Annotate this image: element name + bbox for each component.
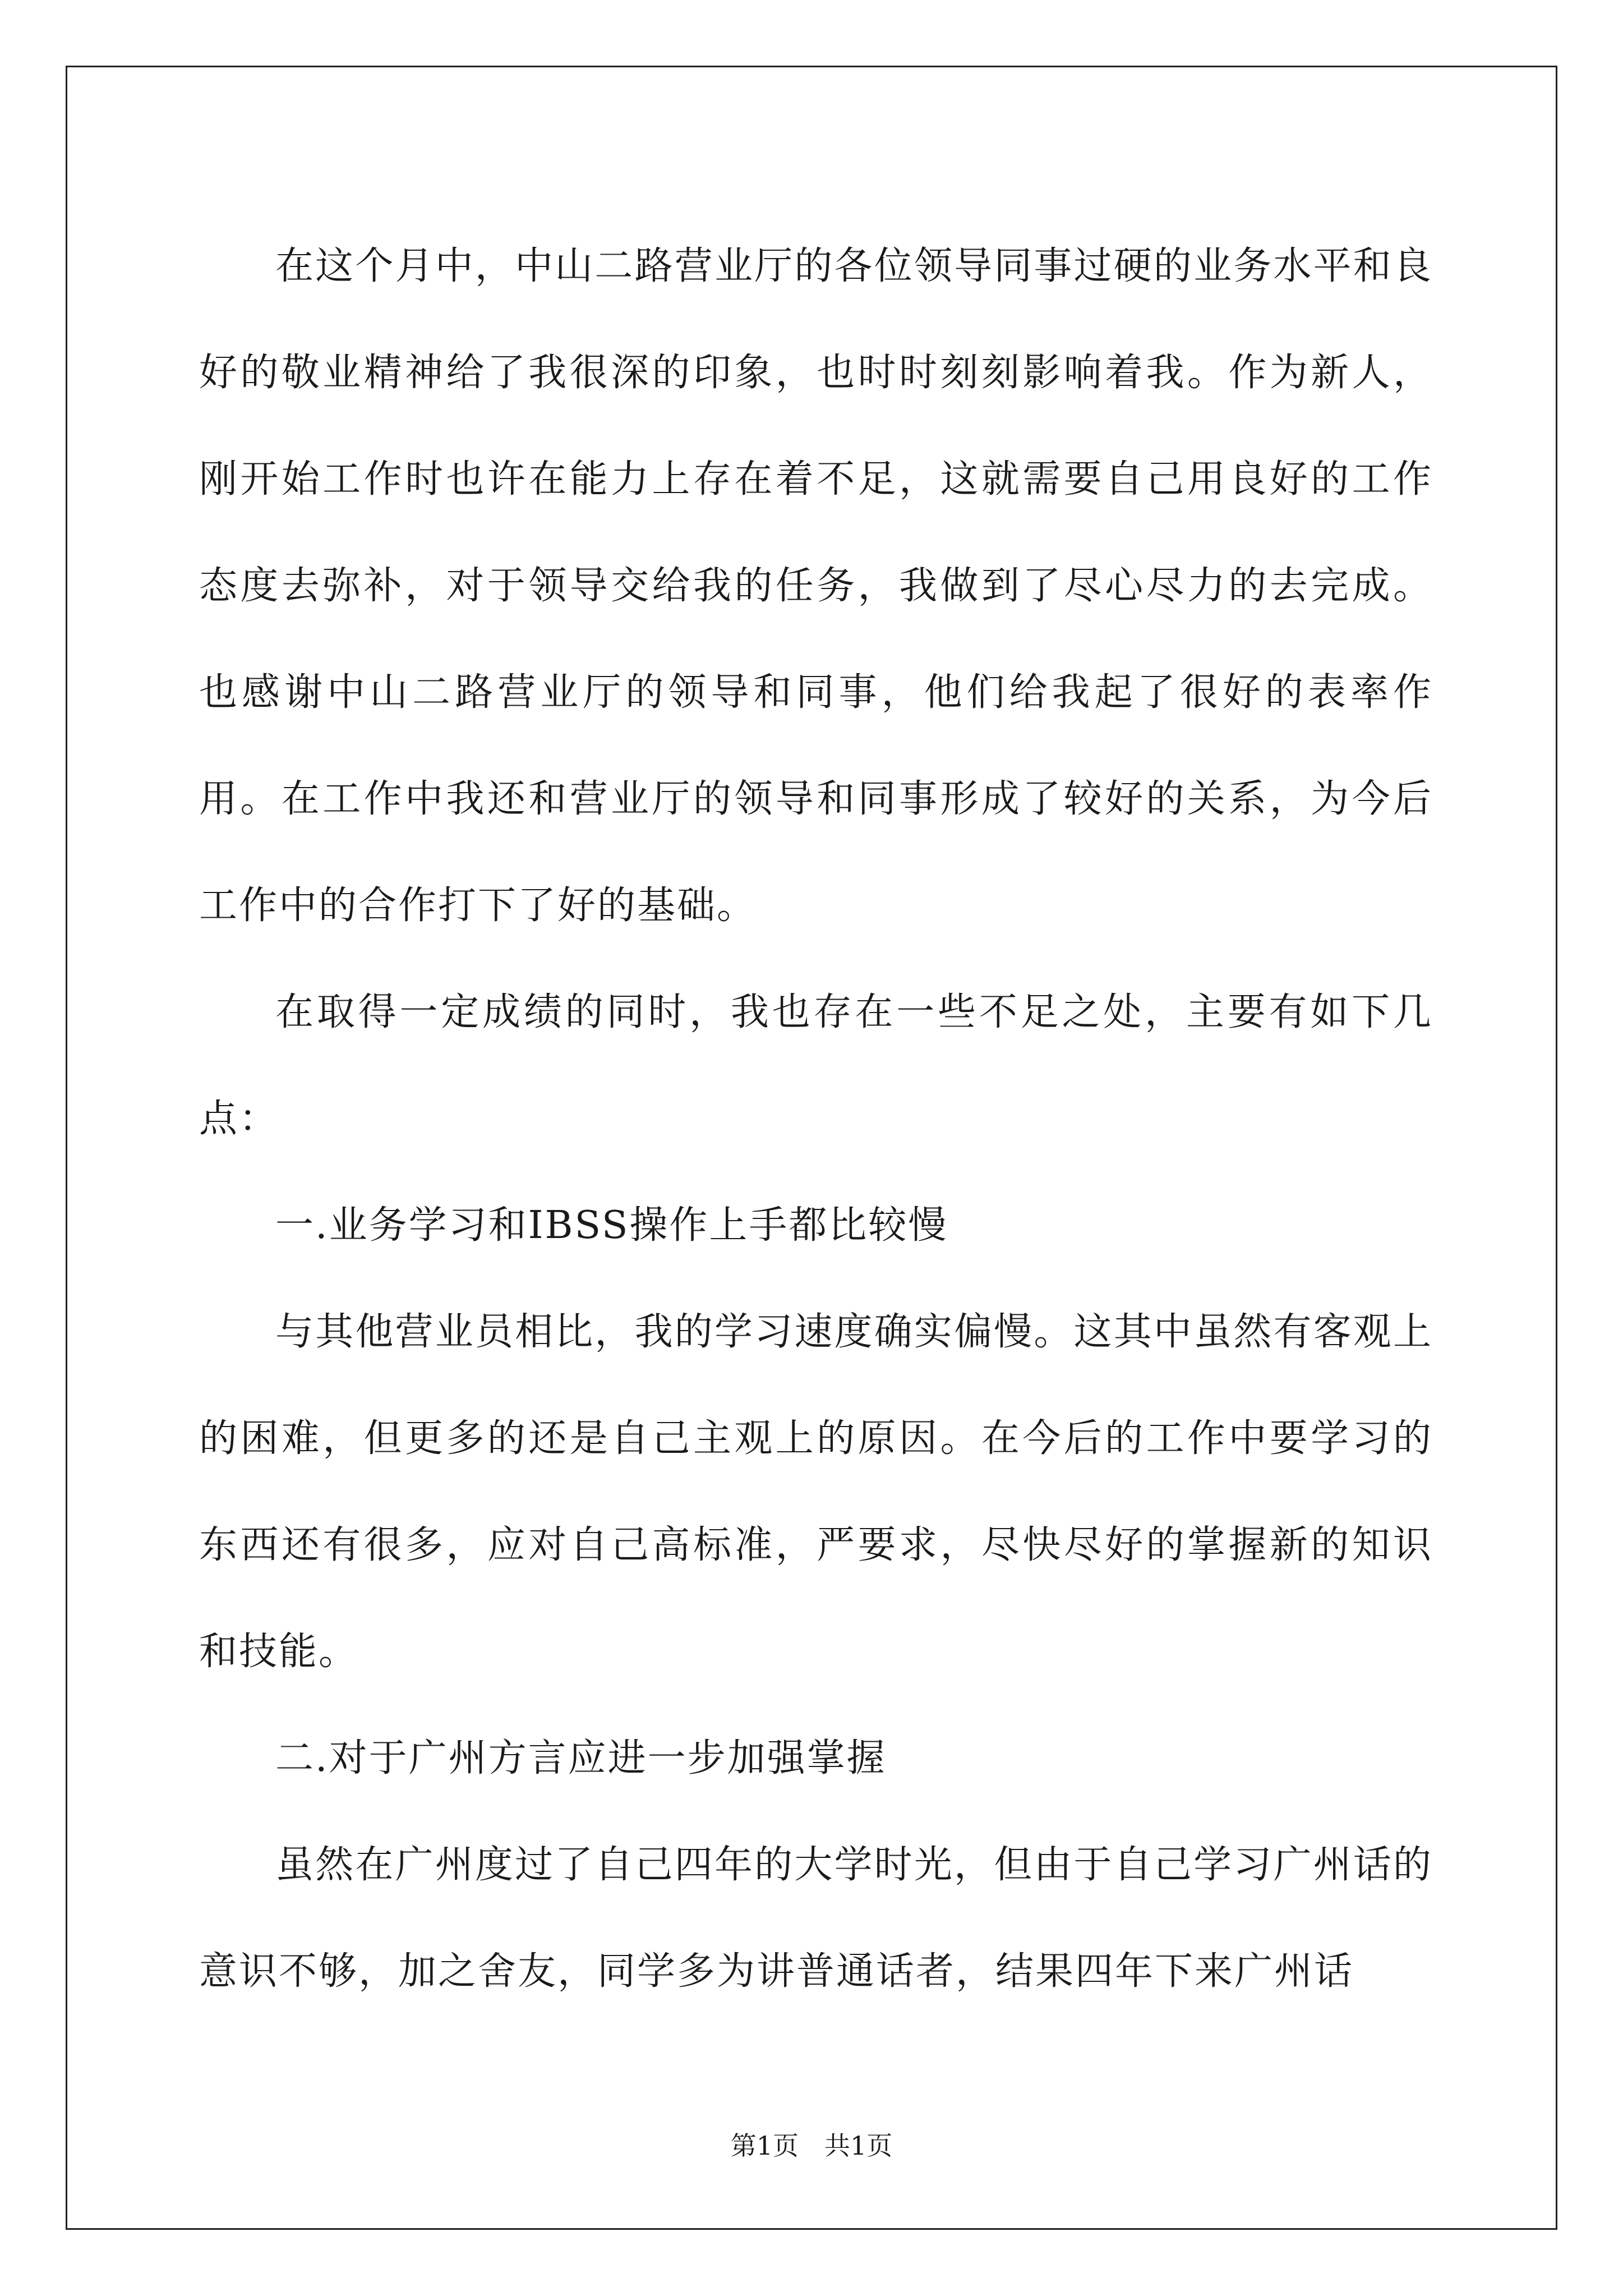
paragraph-2: 在取得一定成绩的同时，我也存在一些不足之处，主要有如下几点： <box>199 990 1433 1141</box>
section-heading-1: 一.业务学习和IBSS操作上手都比较慢 <box>275 1203 948 1248</box>
paragraph-1: 在这个月中，中山二路营业厅的各位领导同事过硬的业务水平和良好的敬业精神给了我很深的印象，也时时刻刻影响着我。作为新人，刚开始工作时也许在能力上存在着不足，这就需要自己用良好的工作态度去弥补，对于领导交给我的任务，我做到了尽心尽力的去完成。也感谢中山二路营业厅的领导和同事，他们给我起了很好的表率作用。在工作中我还和营业厅的领导和同事形成了较好的关系，为今后工作中的合作打下了好的基础。 <box>199 244 1433 928</box>
document-body <box>199 213 1433 2025</box>
paragraph-3: 与其他营业员相比，我的学习速度确实偏慢。这其中虽然有客观上的困难，但更多的还是自己主观上的原因。在今后的工作中要学习的东西还有很多，应对自己高标准，严要求，尽快尽好的掌握新的知识和技能。 <box>199 1310 1433 1674</box>
section-heading-2: 二.对于广州方言应进一步加强掌握 <box>275 1736 887 1780</box>
paragraph-4: 虽然在广州度过了自己四年的大学时光，但由于自己学习广州话的意识不够，加之舍友，同学多为讲普通话者，结果四年下来广州话 <box>199 1843 1433 1994</box>
page-footer: 第1页 共1页 <box>730 2131 893 2161</box>
